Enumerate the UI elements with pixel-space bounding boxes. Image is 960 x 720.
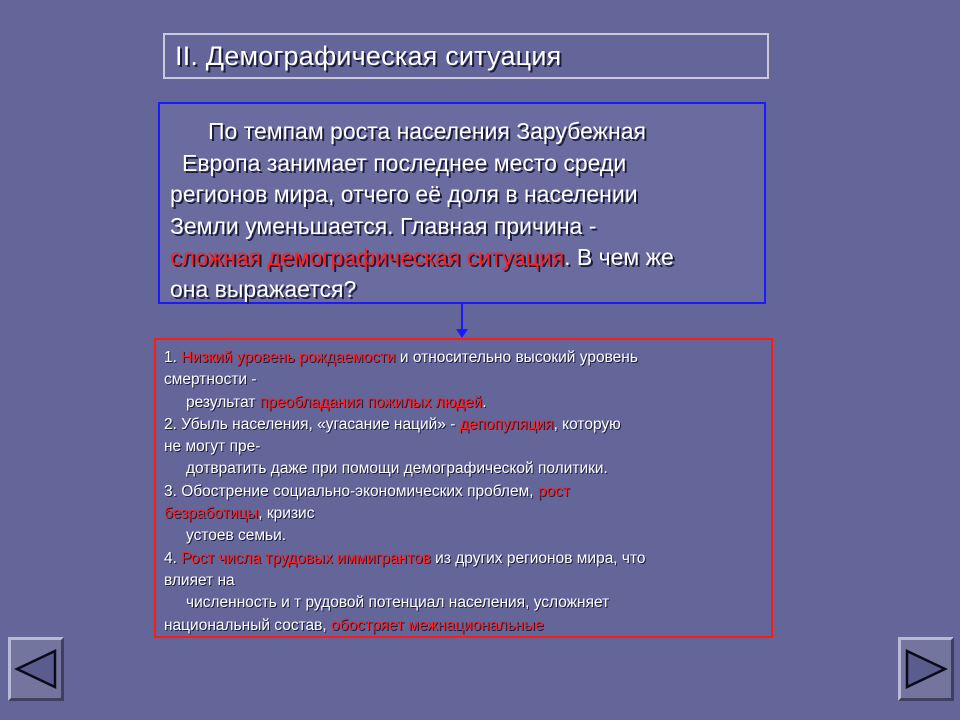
item-highlight: Рост числа трудовых иммигрантов — [181, 549, 431, 567]
item-text: , которую — [553, 415, 621, 433]
list-box — [154, 338, 773, 638]
list-line — [164, 615, 763, 637]
item-highlight: рост — [537, 482, 570, 500]
item-number: 1. — [164, 349, 177, 366]
intro-line — [170, 242, 754, 274]
intro-line: Земли уменьшается. Главная причина - — [170, 212, 597, 239]
list-line — [164, 392, 763, 414]
intro-text — [170, 116, 754, 305]
connector-line — [461, 304, 463, 332]
list-text — [164, 347, 763, 637]
item-highlight: безработицы — [164, 505, 259, 523]
list-line: влияет на — [164, 571, 235, 589]
previous-slide-button[interactable] — [8, 637, 64, 701]
arrow-down-icon — [456, 329, 468, 338]
item-text: , кризис — [258, 505, 315, 523]
list-line: дотвратить даже при помощи демографической политики. — [186, 460, 608, 478]
intro-line: Европа занимает последнее место среди — [182, 149, 627, 176]
intro-line: регионов мира, отчего её доля в населении — [170, 181, 638, 207]
list-item — [164, 347, 763, 369]
title-box — [163, 33, 769, 79]
item-highlight: обостряет межнациональные — [331, 616, 544, 634]
slide-title: II. Демографическая ситуация — [175, 40, 562, 71]
next-slide-button[interactable] — [898, 637, 954, 701]
triangle-right-icon — [903, 648, 949, 690]
item-text: 3. Обострение социально-экономических проблем, — [164, 482, 538, 500]
list-item — [164, 481, 763, 503]
item-number: 4. — [164, 549, 182, 567]
item-highlight: депопуляция — [459, 415, 554, 433]
item-text: и относительно высокий уровень — [395, 349, 638, 366]
item-highlight: преобладания пожилых людей — [259, 393, 483, 411]
intro-line: По темпам роста населения Зарубежная — [208, 118, 646, 144]
intro-highlight: сложная демографическая ситуация — [170, 244, 565, 270]
list-line: численность и т рудовой потенциал населения, усложняет — [186, 594, 610, 612]
item-text: 2. Убыль населения, «угасание наций» - — [164, 415, 460, 433]
list-item — [164, 548, 763, 570]
triangle-left-icon — [13, 648, 59, 690]
item-text: результат — [186, 393, 260, 411]
list-line: смертности - — [164, 371, 257, 389]
item-highlight: Низкий уровень рождаемости — [181, 349, 396, 366]
list-line — [164, 503, 763, 525]
item-text: . — [482, 393, 487, 411]
item-text: национальный состав, — [164, 616, 331, 634]
intro-line-rest: . В чем же — [564, 244, 674, 270]
list-item — [164, 414, 763, 436]
list-line: не могут пре- — [164, 438, 261, 456]
list-line: устоев семьи. — [186, 527, 287, 545]
intro-box — [158, 102, 766, 304]
item-text: из других регионов мира, что — [430, 549, 646, 567]
intro-line: она выражается? — [170, 275, 357, 302]
